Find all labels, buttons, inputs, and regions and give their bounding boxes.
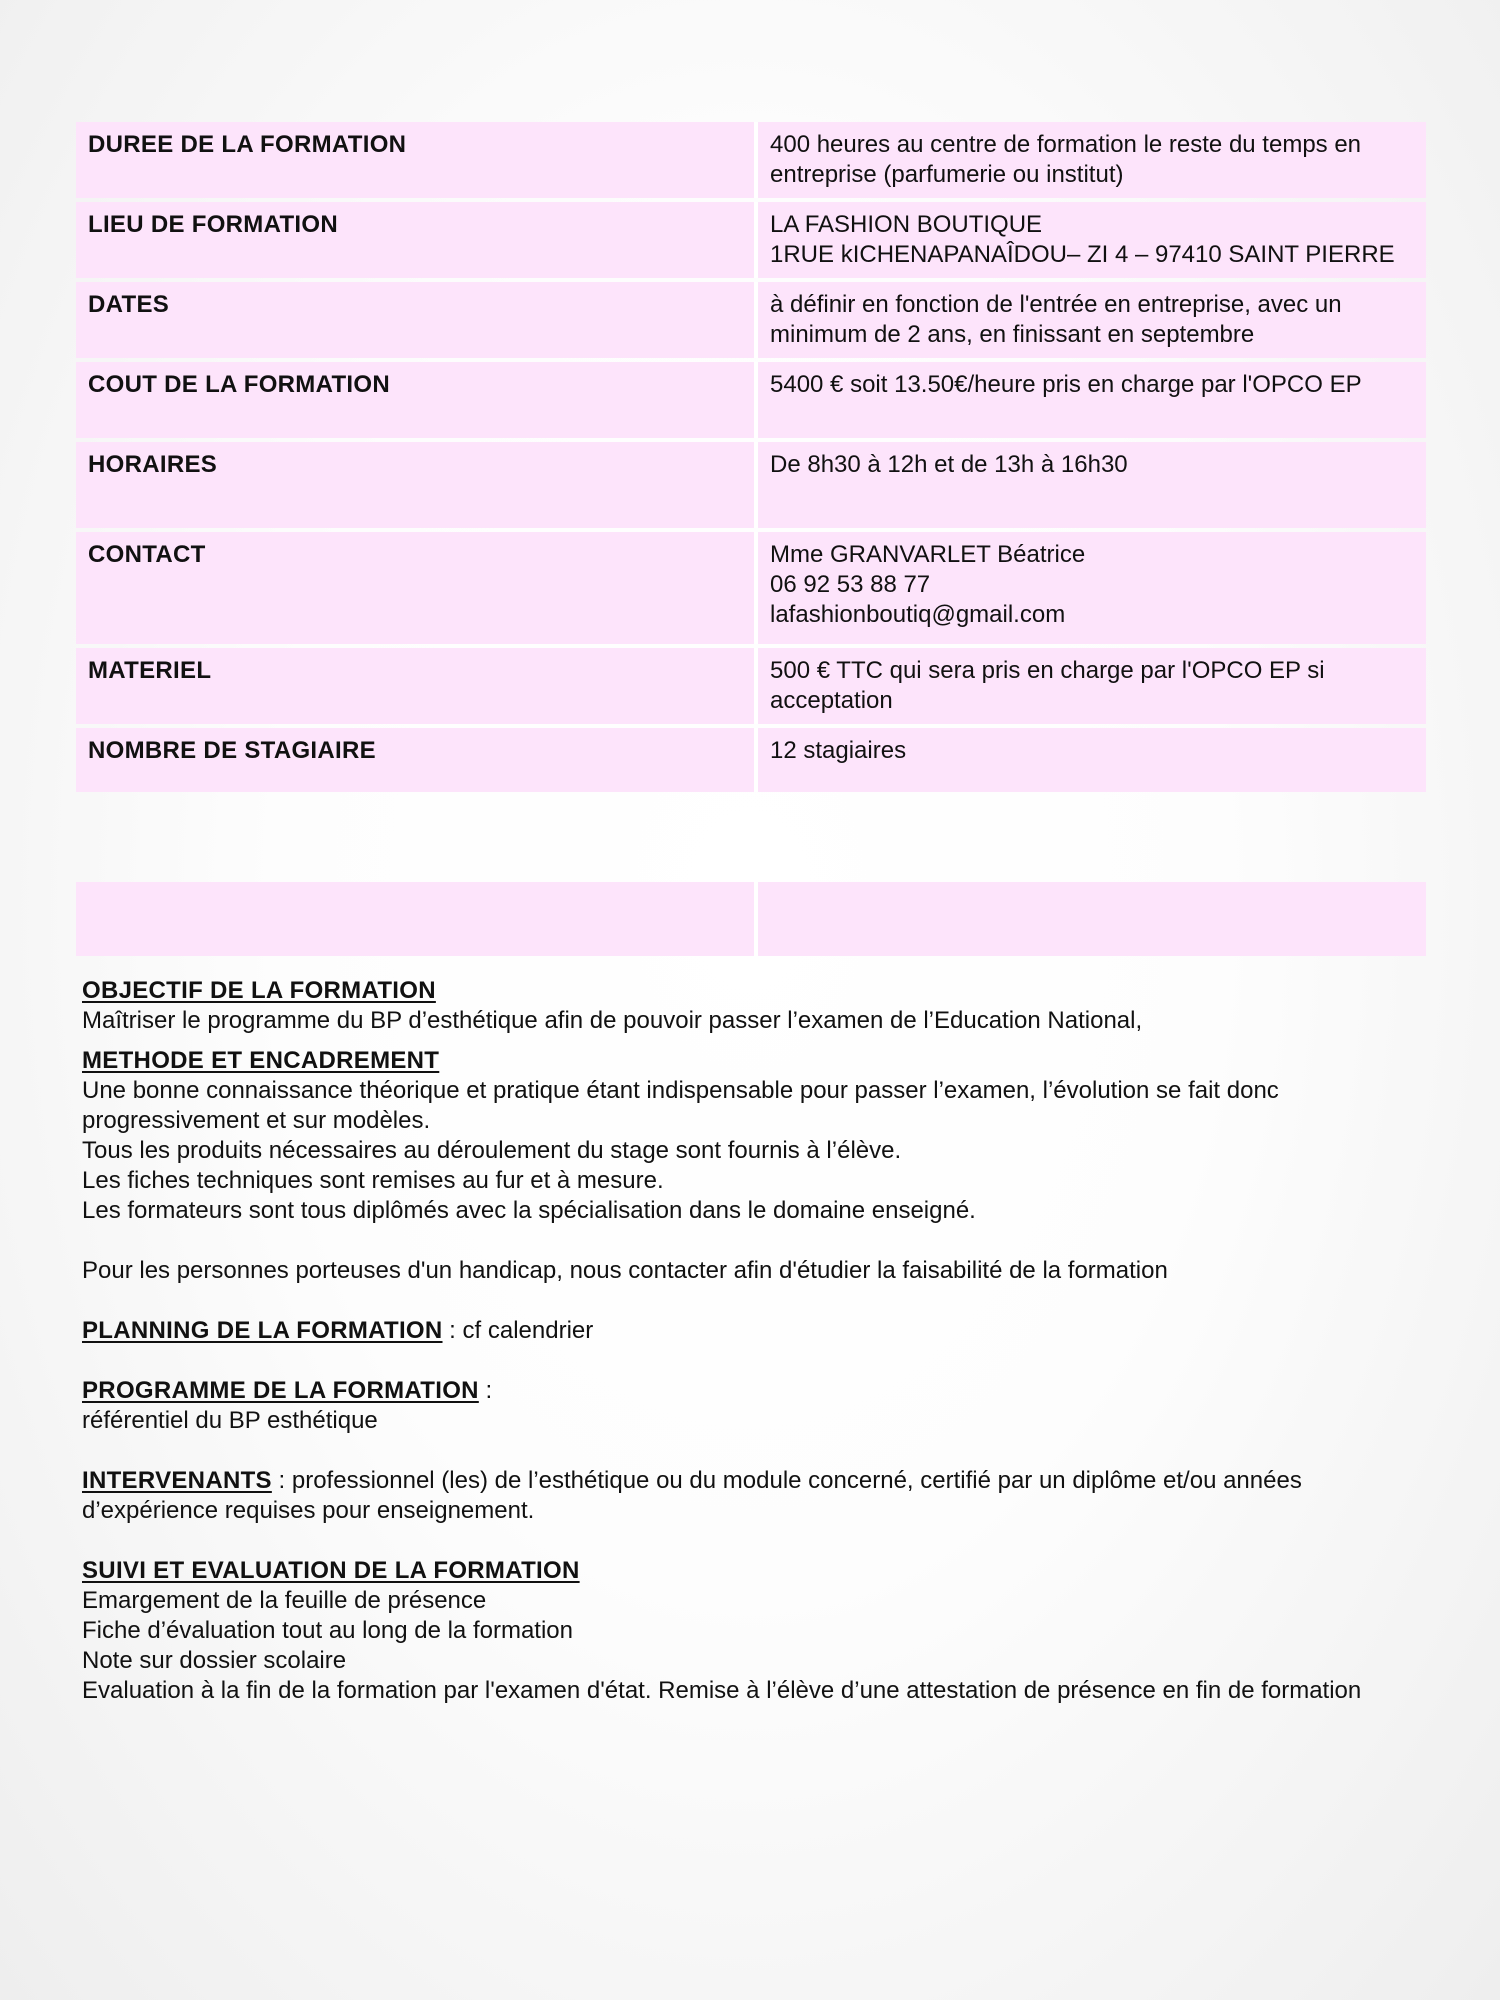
section-heading: OBJECTIF DE LA FORMATION	[82, 977, 436, 1004]
row-label-horaires: HORAIRES	[76, 442, 758, 528]
section-text: Fiche d’évaluation tout au long de la formation	[82, 1617, 573, 1644]
table-row	[76, 728, 1426, 792]
section-text: Les fiches techniques sont remises au fur et à mesure.	[82, 1167, 664, 1194]
empty-cell	[758, 882, 1426, 956]
section-heading: SUIVI ET EVALUATION DE LA FORMATION	[82, 1557, 580, 1584]
section-text: : cf calendrier	[442, 1317, 594, 1344]
info-table	[76, 118, 1426, 960]
section-text: Note sur dossier scolaire	[82, 1647, 347, 1674]
table-row	[76, 202, 1426, 278]
empty-cell	[76, 882, 758, 956]
row-value-duree: 400 heures au centre de formation le reste du temps en entreprise (parfumerie ou institut)	[758, 122, 1426, 198]
section-text: référentiel du BP esthétique	[82, 1407, 378, 1434]
row-value-cout: 5400 € soit 13.50€/heure pris en charge par l'OPCO EP	[758, 362, 1426, 438]
section-text: Evaluation à la fin de la formation par l'examen d'état. Remise à l’élève d’une attestation de présence en fin de formation	[82, 1677, 1362, 1704]
row-value-stagiaires: 12 stagiaires	[758, 728, 1426, 792]
row-value-contact: Mme GRANVARLET Béatrice 06 92 53 88 77 lafashionboutiq@gmail.com	[758, 532, 1426, 644]
empty-cell	[758, 796, 1426, 878]
section-heading: PLANNING DE LA FORMATION	[82, 1317, 443, 1344]
section-suivi	[82, 1556, 1426, 1706]
document-page	[76, 118, 1426, 1736]
table-row	[76, 282, 1426, 358]
table-row	[76, 362, 1426, 438]
section-intervenants	[82, 1466, 1426, 1526]
row-label-duree: DUREE DE LA FORMATION	[76, 122, 758, 198]
section-text: :	[478, 1377, 493, 1404]
row-label-contact: CONTACT	[76, 532, 758, 644]
row-value-materiel: 500 € TTC qui sera pris en charge par l'OPCO EP si acceptation	[758, 648, 1426, 724]
row-label-materiel: MATERIEL	[76, 648, 758, 724]
table-row-empty	[76, 882, 1426, 956]
row-value-lieu: LA FASHION BOUTIQUE 1RUE kICHENAPANAÎDOU– ZI 4 – 97410 SAINT PIERRE	[758, 202, 1426, 278]
handicap-text: Pour les personnes porteuses d'un handicap, nous contacter afin d'étudier la faisabilité de la formation	[82, 1257, 1168, 1284]
section-text: Une bonne connaissance théorique et pratique étant indispensable pour passer l’examen, l’évolution se fait donc progressivement et sur modèles.	[82, 1077, 1279, 1134]
empty-cell	[76, 796, 758, 878]
table-row	[76, 442, 1426, 528]
row-value-dates: à définir en fonction de l'entrée en entreprise, avec un minimum de 2 ans, en finissant en septembre	[758, 282, 1426, 358]
row-label-cout: COUT DE LA FORMATION	[76, 362, 758, 438]
section-objectif	[82, 976, 1426, 1036]
section-handicap	[82, 1256, 1426, 1286]
section-methode	[82, 1046, 1426, 1226]
row-value-horaires: De 8h30 à 12h et de 13h à 16h30	[758, 442, 1426, 528]
section-text: Maîtriser le programme du BP d’esthétique afin de pouvoir passer l’examen de l’Education National,	[82, 1007, 1143, 1034]
section-text: Les formateurs sont tous diplômés avec la spécialisation dans le domaine enseigné.	[82, 1197, 976, 1224]
section-heading: METHODE ET ENCADREMENT	[82, 1047, 440, 1074]
section-programme	[82, 1376, 1426, 1436]
section-heading: INTERVENANTS	[82, 1467, 272, 1494]
table-row-empty	[76, 796, 1426, 878]
section-text: Emargement de la feuille de présence	[82, 1587, 487, 1614]
row-label-dates: DATES	[76, 282, 758, 358]
section-planning	[82, 1316, 1426, 1346]
section-text: Tous les produits nécessaires au déroulement du stage sont fournis à l’élève.	[82, 1137, 902, 1164]
table-row	[76, 122, 1426, 198]
table-row	[76, 532, 1426, 644]
table-row	[76, 648, 1426, 724]
row-label-stagiaires: NOMBRE DE STAGIAIRE	[76, 728, 758, 792]
row-label-lieu: LIEU DE FORMATION	[76, 202, 758, 278]
section-text: : professionnel (les) de l’esthétique ou du module concerné, certifié par un diplôme et/ou années d’expérience requises pour enseignement.	[82, 1467, 1302, 1524]
sections	[76, 976, 1426, 1706]
section-heading: PROGRAMME DE LA FORMATION	[82, 1377, 479, 1404]
